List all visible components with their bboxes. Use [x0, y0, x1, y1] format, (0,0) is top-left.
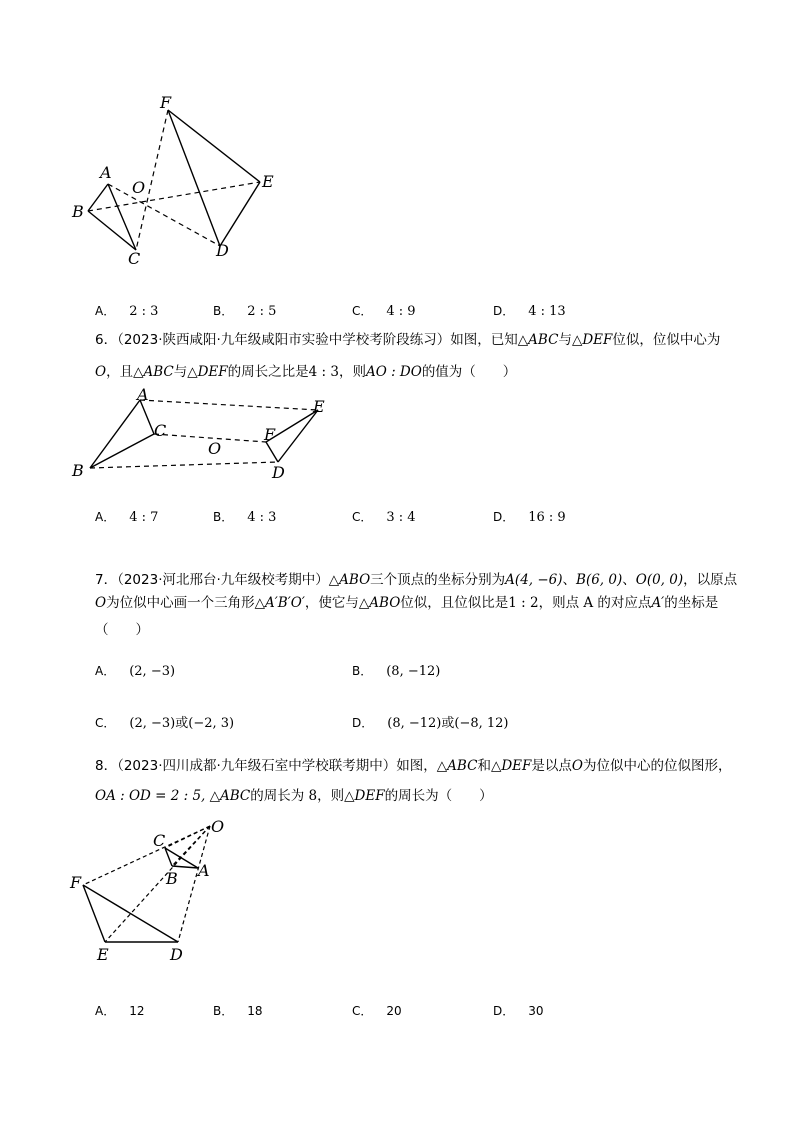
q7-sep: 、	[622, 572, 636, 588]
q6-option-letter: B．	[213, 510, 234, 524]
q8-option-value: 20	[386, 1004, 402, 1018]
q7-text: ，则点 A 的对应点	[538, 595, 652, 611]
q5-option-b[interactable]	[213, 302, 276, 319]
q5-option-value: 2 : 5	[247, 304, 277, 319]
q5-option-letter: B．	[213, 304, 234, 318]
q6-option-value: 16 : 9	[528, 510, 566, 525]
q7-option-a[interactable]	[95, 662, 175, 679]
q7-sep: 、	[562, 572, 577, 588]
q6-option-value: 4 : 7	[129, 510, 159, 525]
q5-label-B: B	[72, 202, 84, 221]
q8-triangle-def: △DEF	[490, 758, 532, 774]
q8-option-b[interactable]	[213, 1002, 277, 1019]
q6-source: （2023·陕西咸阳·九年级咸阳市实验中学校考阶段练习）	[117, 332, 451, 348]
q7-option-value: (8, −12)	[386, 664, 441, 679]
q7-triangle-prime: △A′B′O′	[254, 595, 305, 611]
q8-label-E: E	[97, 945, 109, 964]
q6-center: O	[95, 364, 107, 380]
q7-a-prime: A′	[651, 595, 665, 611]
q6-option-b[interactable]	[213, 508, 276, 525]
q7-option-c[interactable]	[95, 712, 234, 731]
q6-label-B: B	[72, 461, 84, 480]
q6-option-c[interactable]	[352, 508, 416, 525]
q5-label-F: F	[160, 93, 172, 112]
q8-triangle-abc: △ABC	[436, 758, 478, 774]
q6-text: 与	[173, 364, 188, 380]
q8-text: 是以点	[531, 758, 572, 774]
q7-stem-line3	[95, 620, 735, 640]
q5-option-d[interactable]	[493, 302, 566, 319]
q7-text: 为位似中心画一个三角形	[106, 595, 255, 611]
q7-option-letter: A．	[95, 664, 116, 678]
q7-text: ，使它与	[304, 595, 359, 611]
q6-text: ，则	[338, 364, 366, 380]
q6-triangle-def: △DEF	[571, 332, 613, 348]
q8-text: 和	[477, 758, 491, 774]
q7-number: 7．	[95, 572, 118, 588]
q8-option-d[interactable]	[493, 1002, 558, 1019]
q5-label-C: C	[128, 249, 141, 268]
q8-label-D: D	[170, 945, 183, 964]
q7-option-d[interactable]	[352, 712, 509, 731]
q6-stem-line2	[95, 362, 735, 382]
q5-option-a[interactable]	[95, 302, 158, 319]
q7-point-a: A(4, −6)	[505, 572, 563, 588]
q8-label-A: A	[198, 861, 210, 880]
q6-stem-line1	[95, 330, 735, 350]
q6-triangle-abc: △ABC	[517, 332, 559, 348]
q8-number: 8．	[95, 758, 118, 774]
q7-option-letter: B．	[352, 664, 373, 678]
q8-label-F: F	[70, 873, 82, 892]
q6-option-a[interactable]	[95, 508, 158, 525]
q7-option-value: (8, −12)	[387, 716, 442, 731]
q5-label-D: D	[216, 241, 229, 260]
q6-label-E: E	[313, 397, 325, 416]
q7-triangle-abo: △ABO	[328, 572, 371, 588]
q7-option-letter: C．	[95, 716, 116, 730]
q7-option-value-2: (−8, 12)	[454, 716, 509, 731]
q7-triangle-abo: △ABO	[358, 595, 401, 611]
q6-triangle-abc: △ABC	[133, 364, 174, 380]
q8-condition: OA : OD = 2 : 5, △ABC	[95, 788, 251, 804]
q6-figure	[60, 385, 340, 488]
q5-label-A: A	[100, 163, 112, 182]
q5-option-letter: A．	[95, 304, 116, 318]
q6-triangle-def: △DEF	[187, 364, 228, 380]
q7-option-letter: D．	[352, 716, 374, 730]
q7-text: 位似，且位似比是	[400, 595, 509, 611]
q5-option-value: 4 : 13	[528, 304, 566, 319]
q5-option-value: 4 : 9	[386, 304, 416, 319]
q7-text: ，以原点	[683, 572, 738, 588]
q8-option-letter: B．	[213, 1004, 234, 1018]
q7-text: 三个顶点的坐标分别为	[370, 572, 506, 588]
q6-label-A: A	[137, 385, 149, 404]
q6-text: 的周长之比是	[227, 364, 309, 380]
q8-triangle-def: △DEF	[344, 788, 385, 804]
q5-option-letter: D．	[493, 304, 515, 318]
q8-option-value: 12	[129, 1004, 145, 1018]
q8-option-letter: C．	[352, 1004, 373, 1018]
q8-text: 的周长为 8，则	[250, 788, 345, 804]
q6-text: 的值为（ ）	[421, 364, 517, 380]
q6-text: ，且	[106, 364, 134, 380]
q8-stem-line1	[95, 756, 735, 776]
q7-option-value: (2, −3)	[129, 664, 176, 679]
q7-text: 的坐标是	[664, 595, 719, 611]
q6-text: 位似，位似中心为	[612, 332, 721, 348]
q8-stem-line2	[95, 786, 735, 806]
q7-paren: （ ）	[95, 622, 149, 638]
q6-option-letter: C．	[352, 510, 373, 524]
q5-label-O: O	[132, 178, 146, 197]
q5-label-E: E	[262, 172, 274, 191]
q8-center: O	[571, 758, 583, 774]
q6-option-value: 3 : 4	[386, 510, 416, 525]
q8-label-O: O	[211, 817, 225, 836]
q8-option-a[interactable]	[95, 1002, 159, 1019]
q8-label-B: B	[166, 869, 178, 888]
q6-option-d[interactable]	[493, 508, 566, 525]
q8-option-letter: A．	[95, 1004, 116, 1018]
q7-stem-line1	[95, 570, 738, 590]
q6-text: 与	[558, 332, 572, 348]
q8-label-C: C	[153, 831, 166, 850]
q7-point-b: B(6, 0)	[576, 572, 623, 588]
q6-label-F: F	[264, 425, 276, 444]
q7-center: O	[95, 595, 107, 611]
q6-option-letter: D．	[493, 510, 515, 524]
q8-text: 如图，	[396, 758, 437, 774]
q7-source: （2023·河北邢台·九年级校考期中）	[117, 572, 329, 588]
q7-option-or: 或	[441, 716, 455, 731]
q6-ratio: 4 : 3	[308, 364, 339, 380]
q7-stem-line2	[95, 593, 735, 613]
q8-option-value: 30	[528, 1004, 544, 1018]
q6-option-letter: A．	[95, 510, 116, 524]
q7-option-or: 或	[175, 716, 189, 731]
q8-text: 的周长为（ ）	[384, 788, 493, 804]
q6-expr: AO : DO	[365, 364, 422, 380]
q8-source: （2023·四川成都·九年级石室中学校联考期中）	[117, 758, 397, 774]
q5-option-c[interactable]	[352, 302, 416, 319]
q6-option-value: 4 : 3	[247, 510, 277, 525]
q7-option-value: (2, −3)	[129, 716, 176, 731]
q6-label-D: D	[272, 463, 285, 482]
q5-option-value: 2 : 3	[129, 304, 159, 319]
q7-option-value-2: (−2, 3)	[188, 716, 235, 731]
q6-number: 6．	[95, 332, 118, 348]
q8-option-c[interactable]	[352, 1002, 416, 1019]
q6-label-O: O	[208, 439, 222, 458]
q8-text: 为位似中心的位似图形，	[582, 758, 732, 774]
q7-option-b[interactable]	[352, 662, 440, 679]
q6-label-C: C	[154, 421, 167, 440]
q8-figure	[60, 812, 240, 972]
q7-point-o: O(0, 0)	[635, 572, 684, 588]
q5-figure	[60, 90, 300, 280]
q5-option-letter: C．	[352, 304, 373, 318]
q8-option-letter: D．	[493, 1004, 515, 1018]
q7-ratio: 1 : 2	[508, 595, 539, 611]
q6-text: 如图，已知	[450, 332, 518, 348]
q8-option-value: 18	[247, 1004, 263, 1018]
